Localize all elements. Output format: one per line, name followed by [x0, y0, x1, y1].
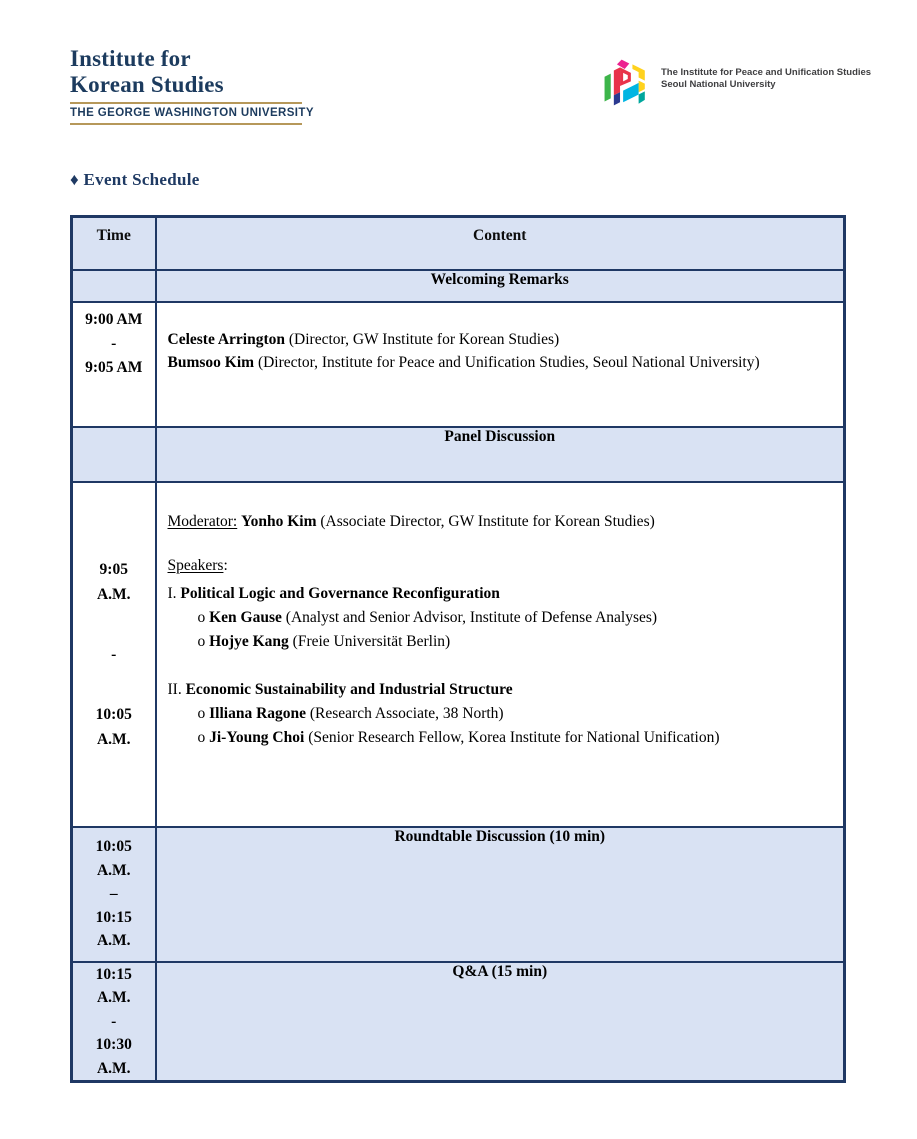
- schedule-table: [70, 215, 846, 1083]
- speakers-label-line: [168, 554, 764, 578]
- speaker-affiliation: (Analyst and Senior Advisor, Institute of Defense Analyses): [285, 608, 658, 626]
- time-line: 9:00 AM: [85, 310, 143, 328]
- opening-content-cell: [156, 302, 845, 427]
- gold-rule-top: [70, 102, 302, 104]
- gw-iks-title-line2: Korean Studies: [70, 72, 224, 97]
- time-dash: -: [111, 1012, 117, 1030]
- time-line: 10:30: [95, 1036, 132, 1053]
- roundtable-title: Roundtable Discussion (10 min): [156, 827, 845, 962]
- bullet-marker: o: [197, 704, 206, 722]
- time-dash: -: [111, 334, 117, 352]
- time-line: 9:05: [99, 560, 128, 578]
- time-dash: –: [109, 885, 118, 903]
- opening-time-cell: [72, 302, 156, 427]
- qa-time-cell: [72, 962, 156, 1082]
- time-line: 9:05 AM: [85, 358, 143, 376]
- time-line: 10:15: [95, 908, 132, 926]
- ips-org-line1: The Institute for Peace and Unification Studies: [661, 67, 872, 78]
- header-time-cell: Time: [72, 217, 156, 270]
- moderator-name: Yonho Kim: [241, 512, 317, 530]
- section-title-text: Political Logic and Governance Reconfiguration: [180, 584, 500, 602]
- speaker-entry: [168, 630, 764, 654]
- event-schedule-heading: ♦ Event Schedule: [70, 170, 200, 189]
- gw-iks-logo-title: [70, 46, 306, 98]
- panel-content-row: [72, 482, 845, 827]
- time-line: A.M.: [96, 861, 131, 879]
- speaker-entry: [168, 606, 764, 630]
- time-line: 10:15: [95, 965, 132, 983]
- gold-rule-bottom: [70, 123, 302, 125]
- moderator-line: [168, 510, 764, 534]
- time-line: A.M.: [96, 932, 131, 950]
- gwu-wordmark: THE GEORGE WASHINGTON UNIVERSITY: [70, 107, 314, 119]
- ips-logo: [603, 57, 871, 115]
- section-title-text: Economic Sustainability and Industrial Structure: [185, 680, 513, 698]
- panel-discussion-banner-row: [72, 427, 845, 482]
- time-dash: -: [111, 645, 117, 663]
- welcoming-remarks-banner-row: [72, 270, 845, 302]
- schedule-table-container: [70, 215, 846, 1083]
- speaker-entry: [168, 726, 764, 750]
- speakers-label: Speakers: [167, 556, 224, 574]
- panel-section-title: [168, 582, 764, 606]
- gw-iks-logo: [70, 46, 314, 128]
- qa-row: [72, 962, 845, 1082]
- opening-remarks-row: [72, 302, 845, 427]
- roundtable-time-cell: [72, 827, 156, 962]
- time-line: A.M.: [96, 1059, 131, 1077]
- ips-hexagon-icon: [603, 57, 651, 115]
- speaker-affiliation: (Freie Universität Berlin): [292, 632, 451, 650]
- time-line: A.M.: [96, 730, 131, 748]
- speaker-name: Celeste Arrington: [167, 330, 286, 348]
- bullet-marker: o: [197, 728, 206, 746]
- ips-org-line2: Seoul National University: [661, 79, 776, 90]
- empty-time-cell: [72, 270, 156, 302]
- bullet-marker: o: [197, 632, 206, 650]
- time-gap: [73, 607, 155, 642]
- speakers-colon: :: [223, 556, 228, 574]
- speaker-affiliation: (Senior Research Fellow, Korea Institute for National Unification): [308, 728, 720, 746]
- time-line: A.M.: [96, 585, 131, 603]
- speaker-entry: [168, 328, 764, 352]
- moderator-affiliation: (Associate Director, GW Institute for Korean Studies): [320, 512, 655, 530]
- panel-content-cell: [156, 482, 845, 827]
- speaker-affiliation: (Director, Institute for Peace and Unification Studies, Seoul National University): [257, 354, 760, 371]
- speaker-name: Ji-Young Choi: [209, 728, 305, 746]
- speaker-name: Hojye Kang: [209, 632, 289, 650]
- moderator-label: Moderator:: [167, 512, 238, 530]
- qa-title: Q&A (15 min): [156, 962, 845, 1082]
- header-content-cell: Content: [156, 217, 845, 270]
- panel-section-title: [168, 678, 764, 702]
- speaker-name: Ken Gause: [209, 608, 282, 626]
- speaker-entry: [168, 351, 764, 375]
- ips-org-name: [661, 67, 871, 105]
- speaker-affiliation: (Research Associate, 38 North): [309, 704, 504, 722]
- time-line: A.M.: [96, 989, 131, 1006]
- empty-time-cell: [72, 427, 156, 482]
- section-numeral: I.: [167, 584, 177, 602]
- panel-time-cell: [72, 482, 156, 827]
- gw-iks-title-line1: Institute for: [70, 46, 191, 71]
- roundtable-row: [72, 827, 845, 962]
- speaker-entry: [168, 702, 764, 726]
- time-line: 10:05: [95, 838, 132, 856]
- speaker-affiliation: (Director, GW Institute for Korean Studies): [288, 330, 560, 348]
- speaker-name: Illiana Ragone: [209, 704, 307, 722]
- time-line: 10:05: [95, 705, 132, 723]
- section-numeral: II.: [167, 680, 182, 698]
- welcoming-remarks-title: Welcoming Remarks: [156, 270, 845, 302]
- speaker-name: Bumsoo Kim: [167, 354, 255, 371]
- time-gap: [73, 667, 155, 702]
- panel-discussion-title: Panel Discussion: [156, 427, 845, 482]
- bullet-marker: o: [197, 608, 206, 626]
- table-header-row: [72, 217, 845, 270]
